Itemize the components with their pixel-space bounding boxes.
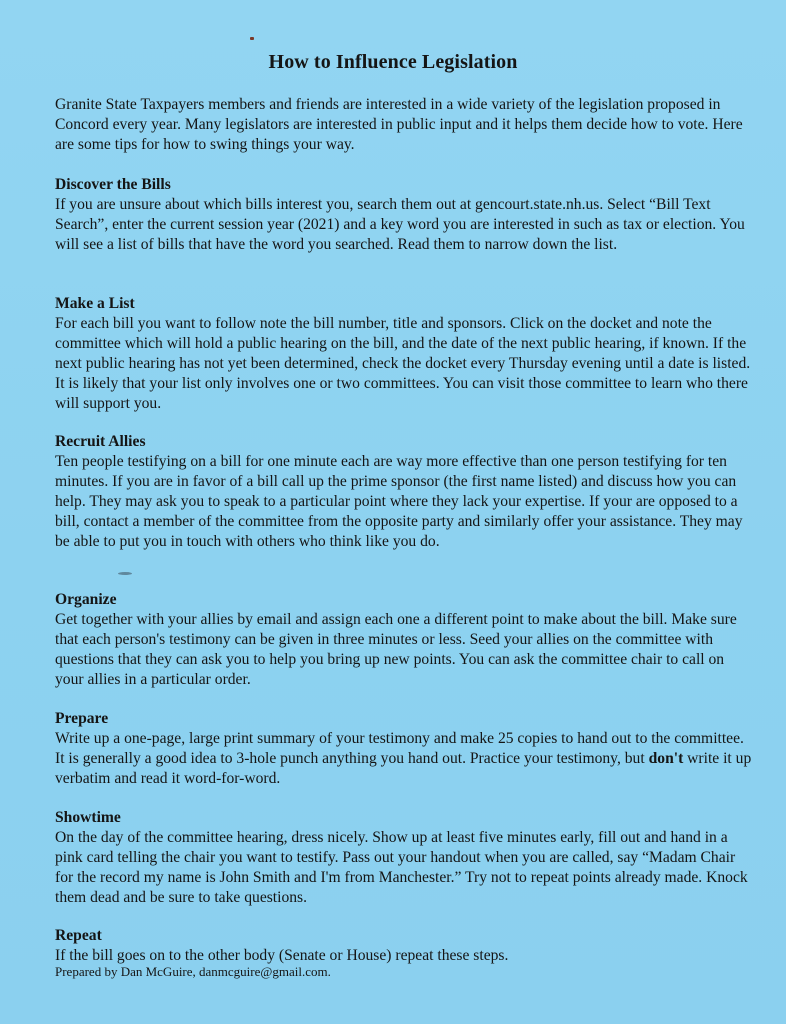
section-heading: Discover the Bills — [55, 176, 171, 193]
section-repeat — [55, 926, 755, 966]
section-showtime — [55, 808, 755, 908]
scan-smudge — [118, 572, 132, 575]
section-text — [55, 729, 755, 789]
footer-credit: Prepared by Dan McGuire, danmcguire@gmail.com. — [55, 964, 331, 979]
section-organize — [55, 590, 755, 690]
ink-mark — [250, 37, 254, 40]
section-text: On the day of the committee hearing, dress nicely. Show up at least five minutes early, fill out and hand in a pink card telling the chair you want to testify. Pass out your handout when you are called, say “Madam Chair for the record my name is John Smith and I'm from Manchester.” Try not to repeat points already made. Knock them dead and be sure to take questions. — [55, 829, 748, 906]
section-recruit-allies — [55, 432, 755, 552]
section-make-a-list — [55, 294, 755, 414]
section-text: Ten people testifying on a bill for one minute each are way more effective than one person testifying for ten minutes. If you are in favor of a bill call up the prime sponsor (the first name listed) and discuss how you can help. They may ask you to speak to a particular point where they lack your expertise. If your are opposed to a bill, contact a member of the committee from the opposite party and similarly offer your assistance. They may be able to put you in touch with others who think like you do. — [55, 453, 743, 550]
prepare-text-start: Write up a one-page, large print summary of your testimony and make 25 copies to hand out to the committee. It is generally a good idea to 3-hole punch anything you hand out. Practice your testimony, but — [55, 730, 744, 767]
page-title: How to Influence Legislation — [268, 51, 518, 73]
section-heading: Prepare — [55, 710, 109, 727]
prepare-text-end: write it up verbatim and read it word-for-word. — [55, 750, 752, 787]
section-text: Get together with your allies by email and assign each one a different point to make about the bill. Make sure that each person's testimony can be given in three minutes or less. Seed your allies on the committee with questions that they can ask you to help you bring up new points. You can ask the committee chair to call on your allies in a particular order. — [55, 611, 737, 688]
section-heading: Organize — [55, 591, 117, 608]
prepare-text-emphasis: don't — [648, 750, 684, 767]
intro-paragraph: Granite State Taxpayers members and friends are interested in a wide variety of the legislation proposed in Concord every year. Many legislators are interested in public input and it helps them decide how to vote. Here are some tips for how to swing things your way. — [55, 96, 743, 153]
section-heading: Repeat — [55, 927, 102, 944]
section-text: If the bill goes on to the other body (Senate or House) repeat these steps. — [55, 947, 509, 964]
section-prepare — [55, 709, 755, 789]
section-heading: Recruit Allies — [55, 433, 146, 450]
section-text: For each bill you want to follow note the bill number, title and sponsors. Click on the docket and note the committee which will hold a public hearing on the bill, and the date of the next public hearing, if known. If the next public hearing has not yet been determined, check the docket every Thursday evening until a date is listed. It is likely that your list only involves one or two committees. You can visit those committee to learn who there will support you. — [55, 315, 751, 412]
section-heading: Showtime — [55, 809, 121, 826]
section-heading: Make a List — [55, 295, 135, 312]
section-text: If you are unsure about which bills interest you, search them out at gencourt.state.nh.us. Select “Bill Text Search”, enter the current session year (2021) and a key word you are interested in such as tax or election. You will see a list of bills that have the word you searched. Read them to narrow down the list. — [55, 196, 745, 253]
section-discover-the-bills — [55, 175, 755, 255]
